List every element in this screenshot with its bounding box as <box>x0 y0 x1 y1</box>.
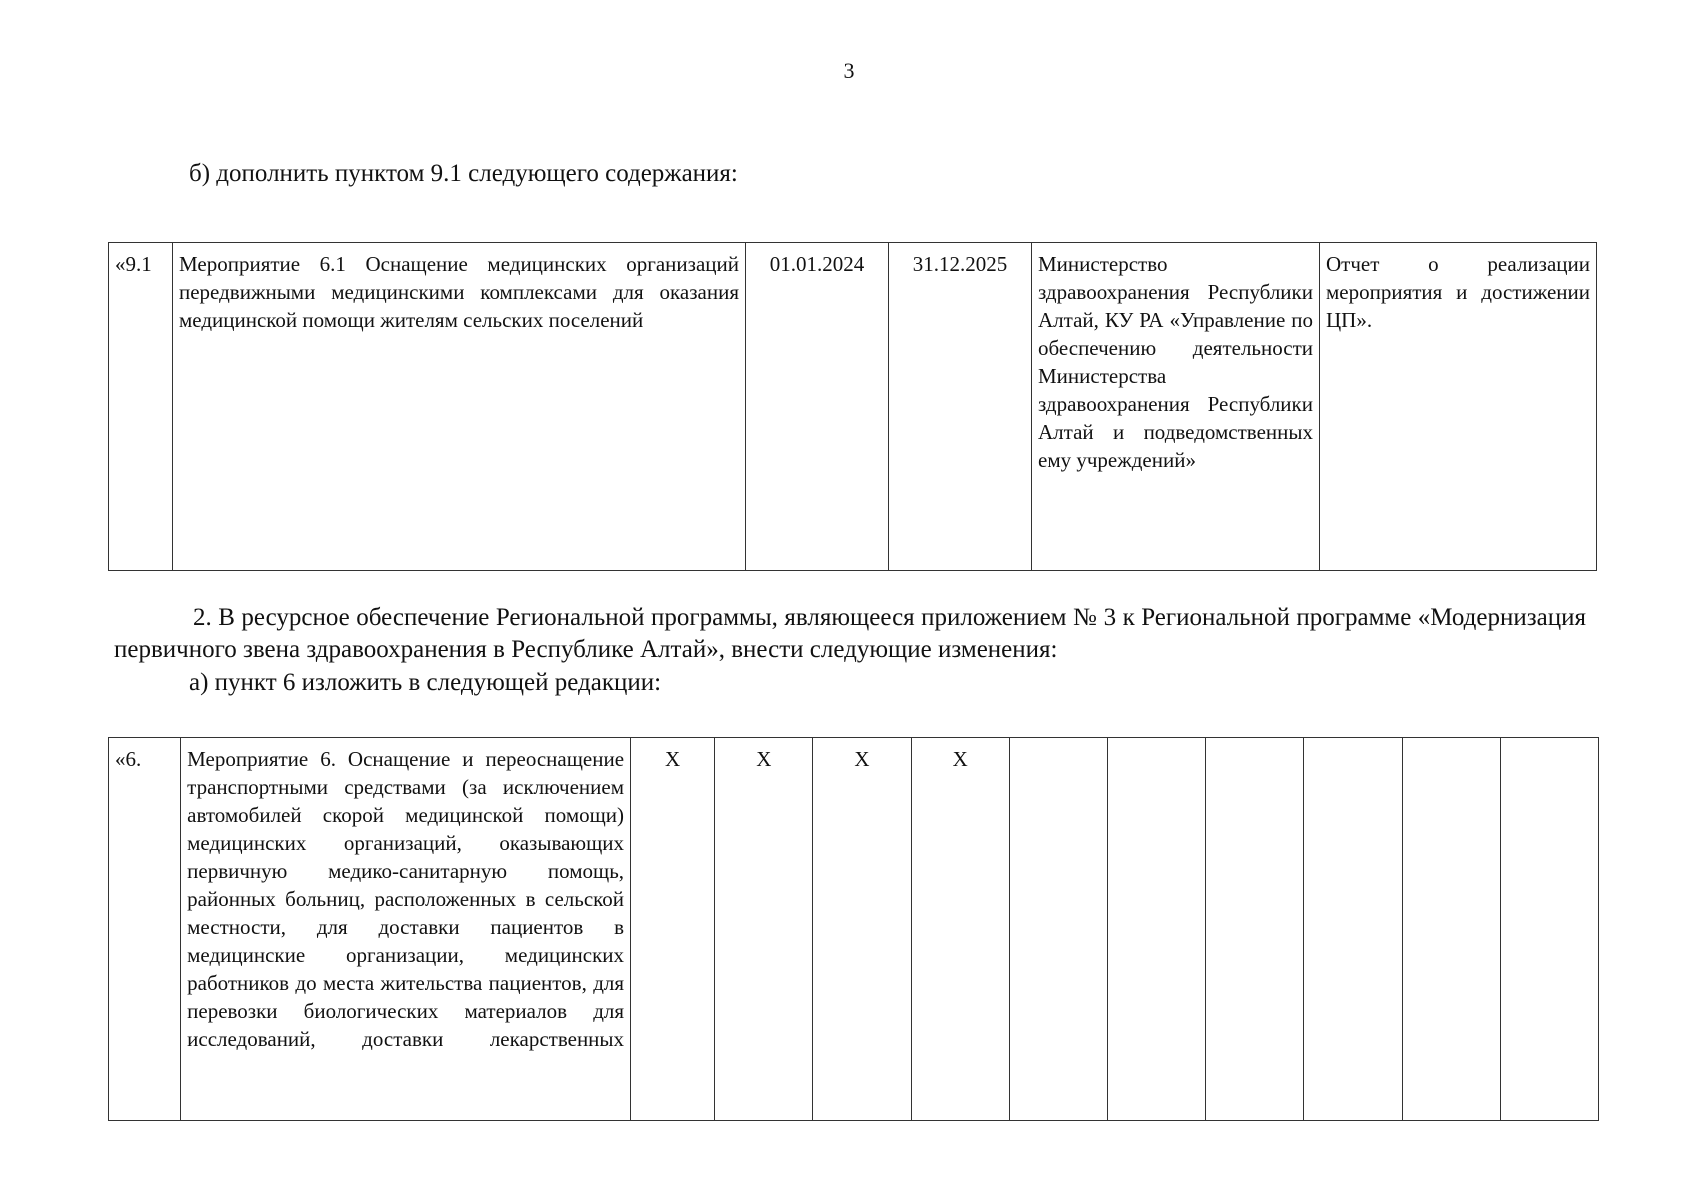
empty-cell <box>1009 738 1107 1121</box>
result: Отчет о реализации мероприятия и достижении ЦП». <box>1320 243 1597 571</box>
cell-mark: X <box>911 738 1009 1121</box>
empty-cell <box>1304 738 1402 1121</box>
cell-mark: X <box>631 738 715 1121</box>
start-date: 01.01.2024 <box>746 243 889 571</box>
empty-cell <box>1500 738 1598 1121</box>
row-number: «9.1 <box>109 243 173 571</box>
section-b-intro: б) дополнить пунктом 9.1 следующего содержания: <box>189 160 738 187</box>
table-row <box>109 243 1597 571</box>
page-number: 3 <box>843 58 855 83</box>
section-2a-intro: а) пункт 6 изложить в следующей редакции: <box>189 669 662 696</box>
table-row <box>109 738 1599 1121</box>
empty-cell <box>1107 738 1205 1121</box>
cell-mark: X <box>813 738 911 1121</box>
event-9-1-table <box>108 242 1597 571</box>
executor: Министерство здравоохранения Республики Алтай, КУ РА «Управление по обеспечению деятельности Министерства здравоохранения Республики Алтай и подведомственных ему учреждений» <box>1032 243 1320 571</box>
empty-cell <box>1206 738 1304 1121</box>
row-number: «6. <box>109 738 181 1121</box>
empty-cell <box>1402 738 1500 1121</box>
end-date: 31.12.2025 <box>889 243 1032 571</box>
cell-mark: X <box>715 738 813 1121</box>
event-description: Мероприятие 6.1 Оснащение медицинских организаций передвижными медицинскими комплексами для оказания медицинской помощи жителям сельских поселений <box>173 243 746 571</box>
event-description: Мероприятие 6. Оснащение и переоснащение транспортными средствами (за исключением автомобилей скорой медицинской помощи) медицинских организаций, оказывающих первичную медико-санитарную помощь, районных больниц, расположенных в сельской местности, для доставки пациентов в медицинские организации, медицинских работников до места жительства пациентов, для перевозки биологических материалов для исследований, доставки лекарственных <box>181 738 631 1121</box>
section-2-text: 2. В ресурсное обеспечение Региональной программы, являющееся приложением № 3 к Региональной программе «Модернизация первичного звена здравоохранения в Республике Алтай», внести следующие изменения: <box>114 604 1586 663</box>
event-6-table <box>108 737 1599 1121</box>
